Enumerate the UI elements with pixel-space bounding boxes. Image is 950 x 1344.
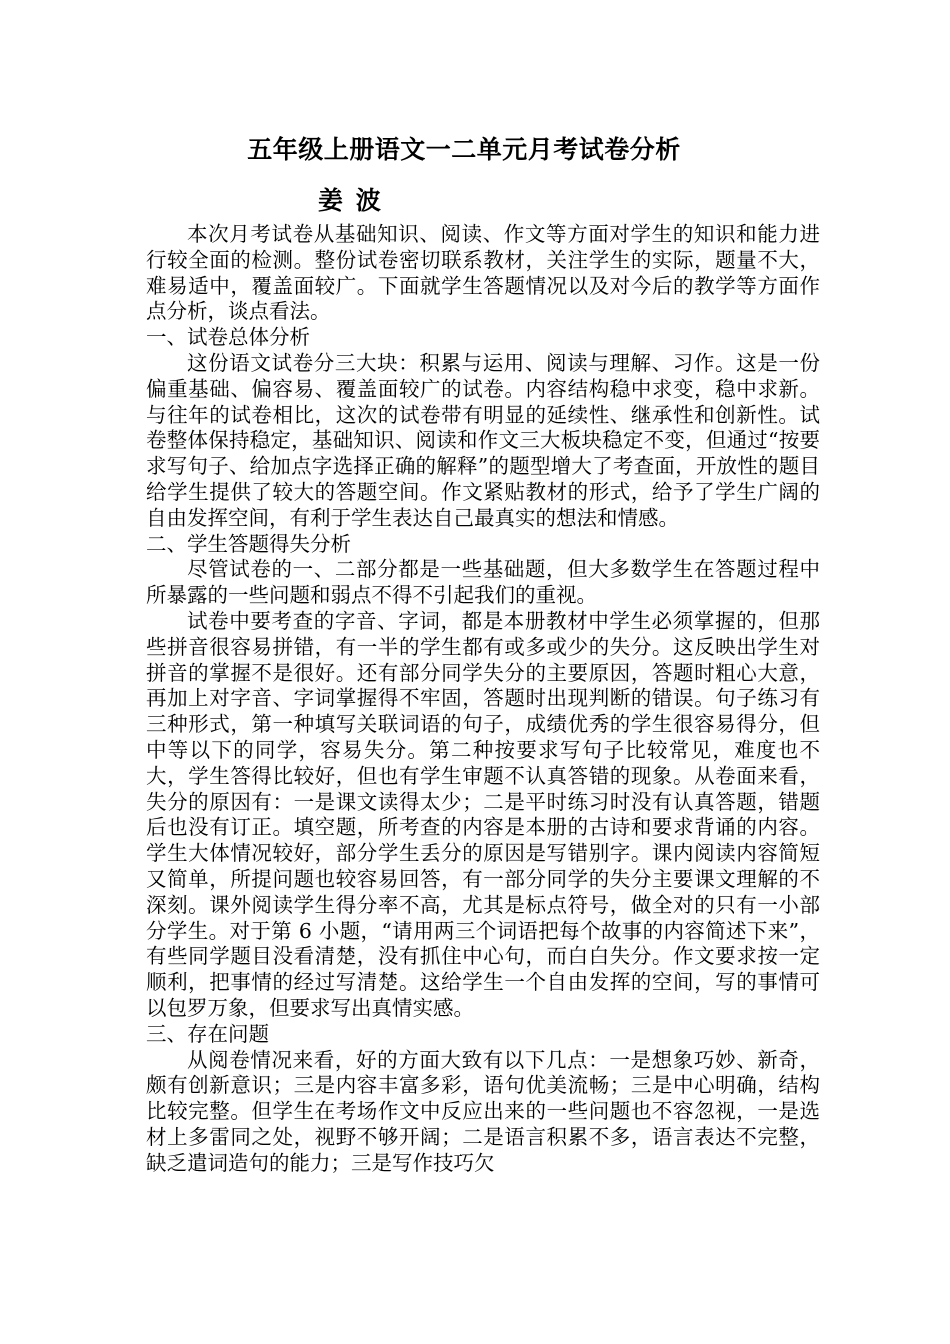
document-body xyxy=(146,222,820,1176)
problems-paragraph: 从阅卷情况来看，好的方面大致有以下几点：一是想象巧妙、新奇，颇有创新意识；三是内容丰富多彩，语句优美流畅；三是中心明确，结构比较完整。但学生在考场作文中反应出来的一些问题也不容忽视，一是选材上多雷同之处，视野不够开阔；二是语言积累不多，语言表达不完整，缺乏遣词造句的能力；三是写作技巧欠 xyxy=(146,1047,820,1175)
section-heading-problems: 三、存在问题 xyxy=(146,1021,269,1046)
intro-paragraph: 本次月考试卷从基础知识、阅读、作文等方面对学生的知识和能力进行较全面的检测。整份试卷密切联系教材，关注学生的实际，题量不大，难易适中，覆盖面较广。下面就学生答题情况以及对今后的教学等方面作点分析，谈点看法。 xyxy=(146,222,820,324)
author-name: 姜 波 xyxy=(318,186,383,215)
document-title: 五年级上册语文一二单元月考试卷分析 xyxy=(247,135,681,164)
section-heading-answers: 二、学生答题得失分析 xyxy=(146,531,351,556)
overall-analysis-paragraph: 这份语文试卷分三大块：积累与运用、阅读与理解、习作。这是一份偏重基础、偏容易、覆盖面较广的试卷。内容结构稳中求变，稳中求新。与往年的试卷相比，这次的试卷带有明显的延续性、继承性和创新性。试卷整体保持稳定，基础知识、阅读和作文三大板块稳定不变，但通过“按要求写句子、给加点字选择正确的解释”的题型增大了考查面，开放性的题目给学生提供了较大的答题空间。作文紧贴教材的形式，给予了学生广阔的自由发挥空间，有利于学生表达自己最真实的想法和情感。 xyxy=(146,350,820,530)
answers-paragraph-2: 试卷中要考查的字音、字词，都是本册教材中学生必须掌握的，但那些拼音很容易拼错，有一半的学生都有或多或少的失分。这反映出学生对拼音的掌握不是很好。还有部分同学失分的主要原因，答题时粗心大意，再加上对字音、字词掌握得不牢固，答题时出现判断的错误。句子练习有三种形式，第一种填写关联词语的句子，成绩优秀的学生很容易得分，但中等以下的同学，容易失分。第二种按要求写句子比较常见，难度也不大，学生答得比较好，但也有学生审题不认真答错的现象。从卷面来看，失分的原因有：一是课文读得太少；二是平时练习时没有认真答题，错题后也没有订正。填空题，所考查的内容是本册的古诗和要求背诵的内容。学生大体情况较好，部分学生丢分的原因是写错别字。课内阅读内容简短又简单，所提问题也较容易回答，有一部分同学的失分主要课文理解的不深刻。课外阅读学生得分率不高，尤其是标点符号，做全对的只有一小部分学生。对于第 6 小题，“请用两三个词语把每个故事的内容简述下来”，有些同学题目没看清楚，没有抓住中心句，而白白失分。作文要求按一定顺利，把事情的经过写清楚。这给学生一个自由发挥的空间，写的事情可以包罗万象，但要求写出真情实感。 xyxy=(146,608,820,1020)
section-heading-overall: 一、试卷总体分析 xyxy=(146,325,310,350)
answers-paragraph-1: 尽管试卷的一、二部分都是一些基础题，但大多数学生在答题过程中所暴露的一些问题和弱点不得不引起我们的重视。 xyxy=(146,557,820,608)
